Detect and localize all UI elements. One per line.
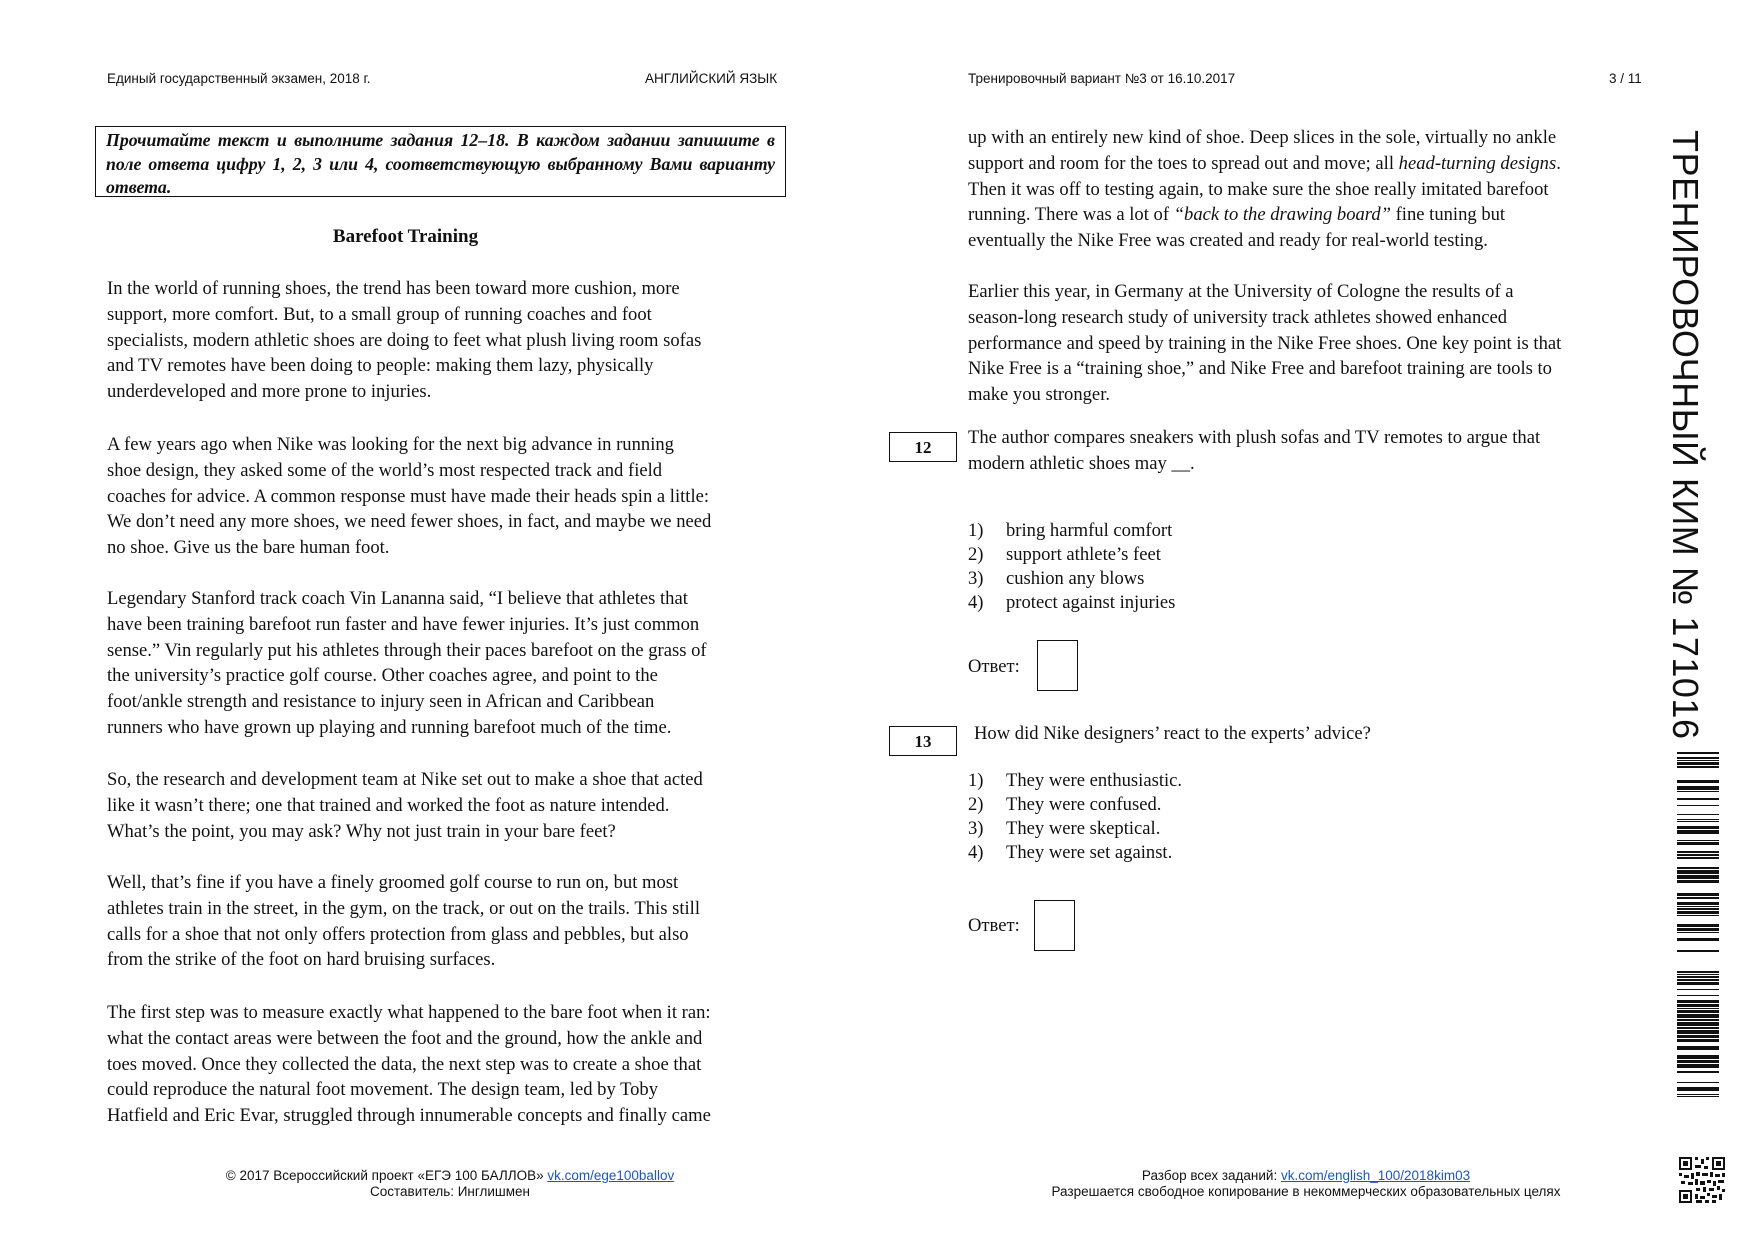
question-13-text: How did Nike designers’ react to the experts’ advice? — [974, 723, 1371, 744]
question-12-option-4[interactable] — [968, 592, 1175, 614]
footer-project-link[interactable]: vk.com/ege100ballov — [547, 1168, 675, 1183]
header-variant: Тренировочный вариант №3 от 16.10.2017 — [968, 71, 1236, 86]
article-continuation — [968, 125, 1561, 254]
footer-analysis-text: Разбор всех заданий: — [1141, 1168, 1278, 1183]
option-number: 4) — [968, 592, 984, 613]
footer-right-line-1 — [1000, 1168, 1612, 1184]
question-12-number: 12 — [889, 432, 957, 462]
article-title: Barefoot Training — [332, 226, 479, 247]
option-number: 2) — [968, 544, 984, 565]
option-number: 4) — [968, 842, 984, 863]
question-12-answer-box[interactable] — [1037, 640, 1078, 691]
header-subject: АНГЛИЙСКИЙ ЯЗЫК — [645, 71, 778, 86]
article-paragraph-4: So, the research and development team at Nike set out to make a shoe that acted like it wasn’t there; one that trained and worked the foot as nature intended. What’s the point, you may ask? Why not just train in your bare feet? — [107, 769, 703, 842]
option-text: They were skeptical. — [1006, 818, 1161, 839]
question-13-option-1[interactable] — [968, 770, 1182, 792]
header-page-number: 3 / 11 — [1609, 71, 1642, 86]
article-paragraph-3: Legendary Stanford track coach Vin Lananna said, “I believe that athletes that have been training barefoot run faster and have fewer injuries. It’s just common sense.” Vin regularly put his athletes through their paces barefoot on the grass of the university’s practice golf course. Other coaches agree, and point to the foot/ankle strength and resistance to injury seen in African and Caribbean runners who have grown up playing and running barefoot much of the time. — [107, 588, 707, 738]
qr-code-icon — [1679, 1157, 1725, 1203]
option-text: cushion any blows — [1006, 568, 1145, 589]
continuation-text-2: . Then it was off to testing again, to make sure the shoe really imitated barefoot running. There was a lot of — [968, 152, 1561, 226]
option-number: 1) — [968, 770, 984, 791]
article-paragraph-6: The first step was to measure exactly what happened to the bare foot when it ran: what the contact areas were between the foot and the ground, how the ankle and toes moved. Once they collected the data, the next step was to create a shoe that could reproduce the natural foot movement. The design team, led by Toby Hatfield and Eric Evar, struggled through innumerable concepts and finally came — [107, 1002, 711, 1127]
italic-head-turning-designs: head-turning designs — [1398, 152, 1557, 174]
instruction-box: Прочитайте текст и выполните задания 12–18. В каждом задании запишите в поле ответа цифру 1, 2, 3 или 4, соответствующую выбранному Вами варианту ответа. — [95, 126, 786, 197]
question-13-answer-box[interactable] — [1034, 900, 1075, 951]
option-text: They were enthusiastic. — [1006, 770, 1183, 791]
option-text: bring harmful comfort — [1006, 520, 1173, 541]
article-last-paragraph: Earlier this year, in Germany at the University of Cologne the results of a season-long research study of university track athletes showed enhanced performance and speed by training in the Nike Free shoes. One key point is that Nike Free is a “training shoe,” and Nike Free and barefoot training are tools to make you stronger. — [968, 281, 1562, 406]
question-12-answer-label: Ответ: — [968, 656, 1020, 677]
article-paragraph-1: In the world of running shoes, the trend has been toward more cushion, more support, more comfort. But, to a small group of running coaches and foot specialists, modern athletic shoes are doing to feet what plush living room sofas and TV remotes have been doing to people: making them lazy, physically underdeveloped and more prone to injuries. — [107, 278, 702, 403]
question-13-option-3[interactable] — [968, 818, 1160, 840]
question-13-number: 13 — [889, 726, 957, 756]
question-12-text: The author compares sneakers with plush sofas and TV remotes to argue that modern athletic shoes may __. — [968, 427, 1541, 474]
footer-analysis-link[interactable]: vk.com/english_100/2018kim03 — [1280, 1168, 1471, 1183]
footer-right — [1000, 1168, 1612, 1200]
footer-left-line-1 — [200, 1168, 700, 1184]
option-text: They were set against. — [1006, 842, 1173, 863]
question-13-option-2[interactable] — [968, 794, 1161, 816]
option-number: 1) — [968, 520, 984, 541]
question-13-option-4[interactable] — [968, 842, 1172, 864]
footer-copy-permission: Разрешается свободное копирование в некоммерческих образовательных целях — [1051, 1184, 1561, 1199]
article-paragraph-2: A few years ago when Nike was looking for the next big advance in running shoe design, they asked some of the world’s most respected track and field coaches for advice. A common response must have made their heads spin a little: We don’t need any more shoes, we need fewer shoes, in fact, and maybe we need no shoe. Give us the bare human foot. — [107, 434, 712, 559]
option-text: support athlete’s feet — [1006, 544, 1161, 565]
option-text: They were confused. — [1006, 794, 1162, 815]
header-exam-title: Единый государственный экзамен, 2018 г. — [107, 71, 371, 86]
barcode-icon — [1677, 752, 1719, 1100]
question-13-answer-label: Ответ: — [968, 915, 1020, 936]
option-number: 3) — [968, 568, 984, 589]
vertical-kim-title: ТРЕНИРОВОЧНЫЙ КИМ № 171016 — [1665, 130, 1706, 740]
article-paragraph-5: Well, that’s fine if you have a finely groomed golf course to run on, but most athletes train in the street, in the gym, on the track, or out on the trails. This still calls for a shoe that not only offers protection from glass and pebbles, but also from the strike of the foot on hard bruising surfaces. — [107, 872, 700, 971]
option-text: protect against injuries — [1006, 592, 1176, 613]
question-12-option-2[interactable] — [968, 544, 1161, 566]
continuation-text-3: fine tuning but eventually the Nike Free was created and ready for real-world testing. — [968, 204, 1506, 252]
option-number: 2) — [968, 794, 984, 815]
footer-author: Составитель: Инглишмен — [369, 1184, 531, 1199]
italic-back-to-drawing-board: “back to the drawing board” — [1173, 204, 1391, 226]
footer-project-text: © 2017 Всероссийский проект «ЕГЭ 100 БАЛЛОВ» — [225, 1168, 544, 1183]
continuation-text-1: up with an entirely new kind of shoe. Deep slices in the sole, virtually no ankle support and room for the toes to spread out and move; all — [968, 127, 1557, 174]
footer-left — [200, 1168, 700, 1200]
option-number: 3) — [968, 818, 984, 839]
question-12-option-3[interactable] — [968, 568, 1144, 590]
question-12-option-1[interactable] — [968, 520, 1172, 542]
